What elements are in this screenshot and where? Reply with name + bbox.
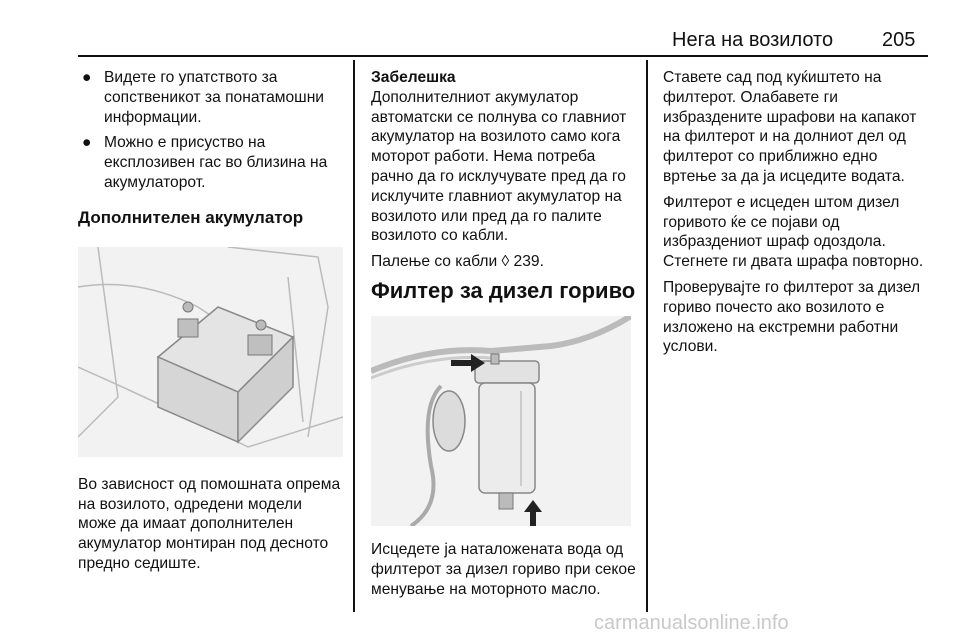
page-header-title: Нега на возилото — [672, 29, 834, 51]
body-paragraph: Филтерот е исцеден штом дизел горивото ќе се појави од избраздениот шраф одоздола. Стегнете ги двата шрафа повторно. — [663, 193, 924, 271]
column-divider-2 — [646, 60, 648, 612]
watermark: carmanualsonline.info — [594, 612, 789, 634]
note-text: Дополнителниот акумулатор автоматски се полнува со главниот акумулатор на возилото само кога моторот работи. Нема потреба рачно да го исклучувате пред да го исклучите главниот акумулатор на возилото или пред да го палите возилото со кабли. — [371, 88, 627, 245]
column-1 — [78, 68, 343, 580]
battery-illustration — [78, 247, 343, 457]
note-title: Забелешка — [371, 69, 456, 86]
section-heading: Филтер за дизел гориво — [371, 277, 636, 303]
bullet-dot: ● — [82, 134, 92, 152]
bullet-item — [78, 133, 343, 192]
bullet-dot: ● — [82, 69, 92, 86]
bullet-text: Видете го упатството за сопственикот за понатамошни информации. — [104, 69, 325, 126]
cross-reference: Палење со кабли ◊ 239. — [371, 253, 544, 271]
section-heading: Дополнителен акумулатор — [78, 207, 304, 227]
body-paragraph: Исцедете ја наталожената вода од филтерот за дизел гориво при секое менување на моторното масло. — [371, 540, 636, 598]
page-number: 205 — [882, 29, 916, 51]
header-rule — [78, 55, 928, 57]
body-paragraph: Ставете сад под куќиштето на филтерот. Олабавете ги избраздените шрафови на капакот на филтерот и на долниот дел од филтерот со приближно едно вртење за да ја исцедите водата. — [663, 69, 917, 185]
column-divider-1 — [353, 60, 355, 612]
column-3 — [663, 68, 931, 363]
body-paragraph: Проверувајте го филтерот за дизел гориво почесто ако возилото е изложено на екстремни работни услови. — [663, 278, 921, 356]
fuel-filter-illustration — [371, 316, 631, 526]
bullet-text: Можно е присуство на експлозивен гас во близина на акумулаторот. — [104, 134, 328, 191]
body-paragraph: Во зависност од помошната опрема на возилото, одредени модели може да имаат дополнителен акумулатор монтиран под десното предно седиште. — [78, 475, 341, 572]
bullet-item — [78, 68, 343, 127]
column-2 — [371, 68, 636, 605]
